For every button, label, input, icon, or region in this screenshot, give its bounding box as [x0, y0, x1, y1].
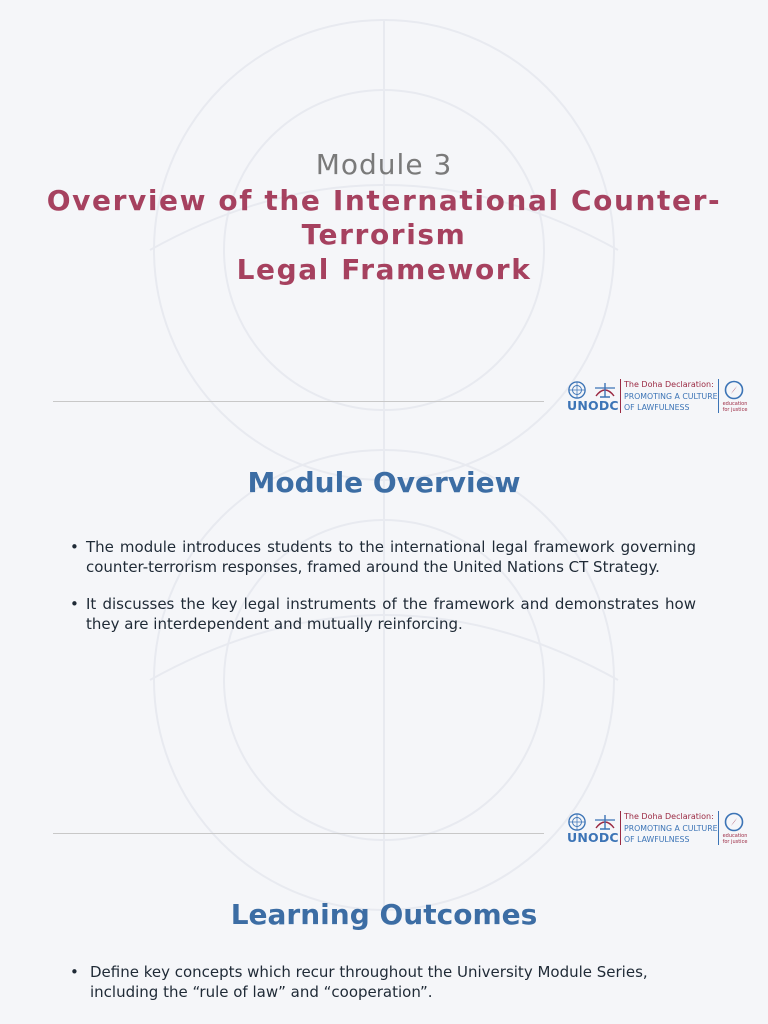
unodc-wordmark: UNODC	[567, 398, 619, 413]
title-line-1: Overview of the International Counter-	[46, 184, 722, 217]
compass-icon	[724, 812, 744, 832]
unodc-wordmark: UNODC	[567, 830, 619, 845]
doha-tagline-line-2: OF LAWFULNESS	[624, 835, 690, 844]
doha-tagline-line-1: PROMOTING A CULTURE	[624, 824, 718, 833]
doha-tagline-line-2: OF LAWFULNESS	[624, 403, 690, 412]
list-item: • The module introduces students to the international legal framework governing counter-terrorism responses, framed around the United Nations CT Strategy.	[70, 538, 696, 577]
e4j-wordmark: education for justice	[722, 401, 748, 413]
module-overview-list	[70, 538, 696, 634]
doha-declaration-title: The Doha Declaration:	[624, 812, 714, 821]
list-item: • Define key concepts which recur throughout the University Module Series, including the “rule of law” and “cooperation”.	[70, 963, 710, 1002]
logo-separator	[620, 379, 621, 413]
title-line-3: Legal Framework	[236, 253, 532, 286]
unodc-doha-logo	[566, 379, 748, 415]
unodc-doha-logo	[566, 811, 748, 847]
un-emblem-icon	[568, 381, 586, 399]
list-item: • It discusses the key legal instruments of the framework and demonstrates how they are interdependent and mutually reinforcing.	[70, 595, 696, 634]
divider	[53, 833, 544, 834]
module-label: Module 3	[315, 148, 453, 181]
compass-icon	[724, 380, 744, 400]
scales-of-justice-icon	[592, 380, 618, 400]
doha-tagline-line-1: PROMOTING A CULTURE	[624, 392, 718, 401]
doha-declaration-title: The Doha Declaration:	[624, 380, 714, 389]
learning-outcomes-heading: Learning Outcomes	[230, 898, 538, 931]
e4j-wordmark: education for justice	[722, 833, 748, 845]
un-emblem-icon	[568, 813, 586, 831]
logo-separator	[718, 811, 719, 845]
learning-outcomes-list	[70, 963, 710, 1002]
logo-separator	[620, 811, 621, 845]
divider	[53, 401, 544, 402]
title-line-2: Terrorism	[301, 218, 467, 251]
module-overview-heading: Module Overview	[247, 466, 521, 499]
logo-separator	[718, 379, 719, 413]
scales-of-justice-icon	[592, 812, 618, 832]
